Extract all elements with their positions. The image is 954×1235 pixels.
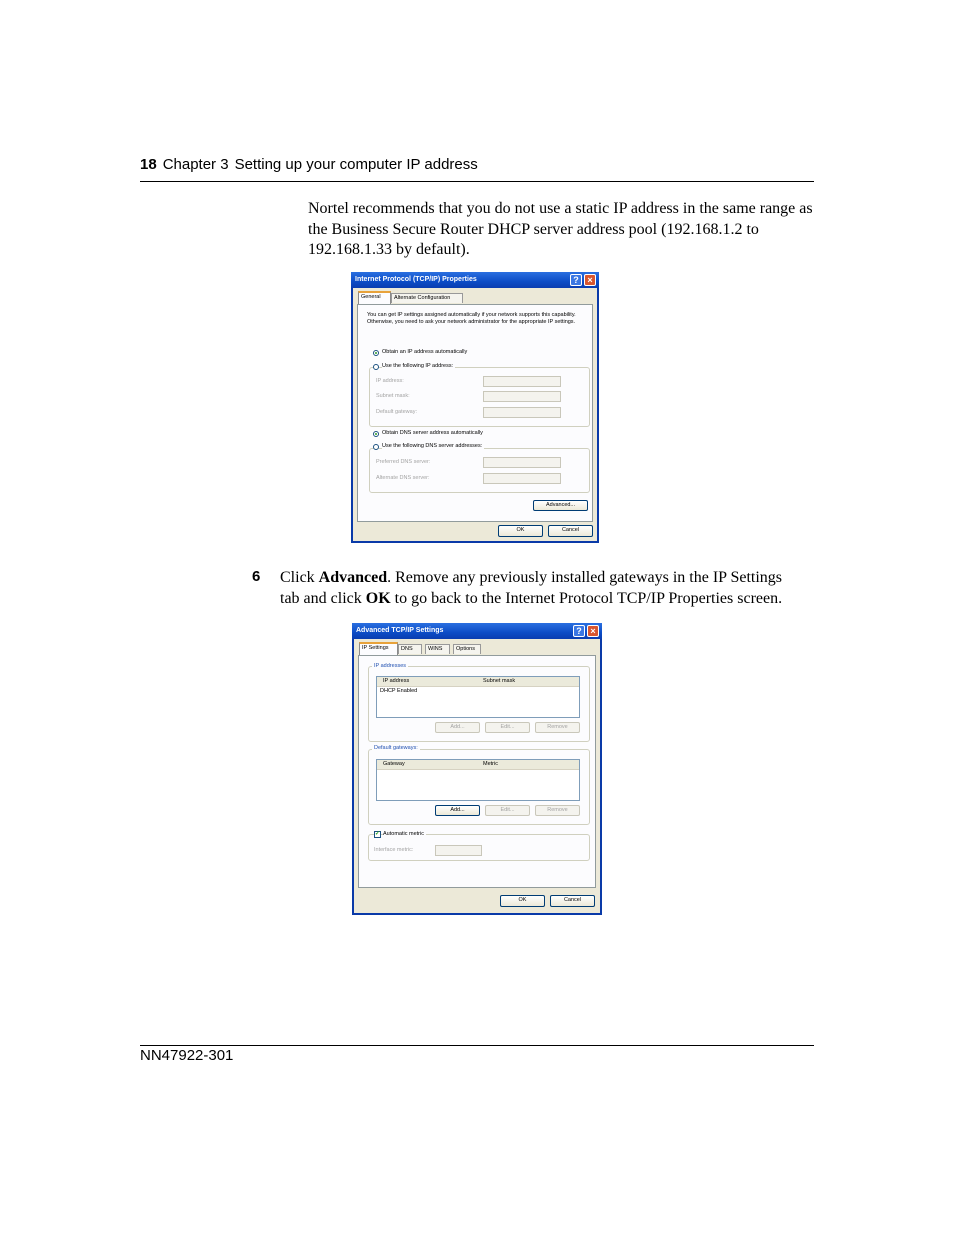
page-header [140,156,478,173]
gateway-column[interactable]: Gateway [383,761,405,767]
help-icon[interactable]: ? [573,625,585,637]
description-text: You can get IP settings assigned automatically if your network supports this capability. Otherwise, you need to ask your network administrator for the appropriate IP settings. [367,312,576,325]
ip-address-list[interactable] [376,676,580,718]
default-gateway-label: Default gateway: [376,409,417,415]
gateway-remove-button[interactable]: Remove [535,805,580,816]
static-dns-group [369,448,590,493]
chapter-title: Setting up your computer IP address [234,156,478,173]
page-number: 18 [140,156,157,173]
help-icon[interactable]: ? [570,274,582,286]
dialog-body [353,288,597,541]
step-text [280,568,820,609]
gateway-add-button[interactable]: Add... [435,805,480,816]
subnet-mask-field[interactable] [483,391,561,402]
alternate-dns-label: Alternate DNS server: [376,475,430,481]
advanced-tcpip-dialog [352,623,602,915]
footer-rule [140,1045,814,1046]
step-bold-advanced: Advanced [318,569,388,586]
header-rule [140,181,814,182]
subnet-mask-label: Subnet mask: [376,393,410,399]
list-header [377,677,579,687]
default-gateways-group-label: Default gateways: [374,745,418,751]
step-text-part: Click [280,569,319,586]
gateway-edit-button[interactable]: Edit... [485,805,530,816]
obtain-dns-radio[interactable] [373,431,379,437]
ok-button[interactable]: OK [500,895,545,907]
step-text-part: tab and click [280,589,366,607]
automatic-metric-checkbox[interactable]: ✓ [375,831,381,837]
document-number: NN47922-301 [140,1047,234,1064]
cancel-button[interactable]: Cancel [550,895,595,907]
close-icon[interactable]: × [587,625,599,637]
list-item[interactable]: DHCP Enabled [380,688,418,694]
metric-column[interactable]: Metric [483,761,498,767]
use-dns-radio[interactable] [373,444,379,450]
tab-ip-settings[interactable]: IP Settings [359,642,398,655]
tab-alternate-configuration[interactable]: Alternate Configuration [391,293,463,303]
step-text-part: to go back to the Internet Protocol TCP/IP Properties screen. [390,589,783,607]
use-ip-label: Use the following IP address: [382,363,454,369]
use-ip-radio[interactable] [373,364,379,370]
step-bold-ok: OK [365,589,391,607]
automatic-metric-label: Automatic metric [383,831,424,837]
tcpip-properties-dialog [351,272,599,543]
preferred-dns-field[interactable] [483,457,561,468]
ip-addresses-group-label: IP addresses [374,663,407,669]
obtain-dns-label: Obtain DNS server address automatically [382,430,483,436]
gateway-list[interactable] [376,759,580,801]
use-dns-label: Use the following DNS server addresses: [382,443,483,449]
obtain-ip-label: Obtain an IP address automatically [382,349,468,355]
intro-paragraph: Nortel recommends that you do not use a static IP address in the same range as the Business Secure Router DHCP server address pool (192.168.1.2 to 192.168.1.33 by default). [308,200,813,258]
step-number: 6 [252,568,261,585]
advanced-button[interactable]: Advanced... [533,500,588,511]
ip-settings-panel [358,655,596,888]
close-icon[interactable]: × [584,274,596,286]
preferred-dns-label: Preferred DNS server: [376,459,431,465]
ip-address-field[interactable] [483,376,561,387]
ip-edit-button[interactable]: Edit... [485,722,530,733]
tab-general[interactable]: General [358,291,391,304]
ip-remove-button[interactable]: Remove [535,722,580,733]
ip-add-button[interactable]: Add... [435,722,480,733]
tab-options[interactable]: Options [453,644,481,654]
step-text-part: . Remove any previously installed gateways in the IP Settings [387,569,783,586]
ip-address-column[interactable]: IP address [383,678,410,684]
interface-metric-field[interactable] [435,845,482,856]
obtain-ip-radio[interactable] [373,350,379,356]
dialog-title: Advanced TCP/IP Settings [352,623,602,639]
ip-address-label: IP address: [376,378,404,384]
general-panel [357,304,593,522]
tab-wins[interactable]: WINS [425,644,450,654]
default-gateway-field[interactable] [483,407,561,418]
alternate-dns-field[interactable] [483,473,561,484]
chapter-label: Chapter 3 [162,156,229,173]
list-header [377,760,579,770]
dialog-body [354,639,600,913]
tab-dns[interactable]: DNS [398,644,422,654]
dialog-title: Internet Protocol (TCP/IP) Properties [351,272,599,288]
interface-metric-label: Interface metric: [374,847,414,853]
cancel-button[interactable]: Cancel [548,525,593,537]
ok-button[interactable]: OK [498,525,543,537]
subnet-mask-column[interactable]: Subnet mask [483,678,516,684]
